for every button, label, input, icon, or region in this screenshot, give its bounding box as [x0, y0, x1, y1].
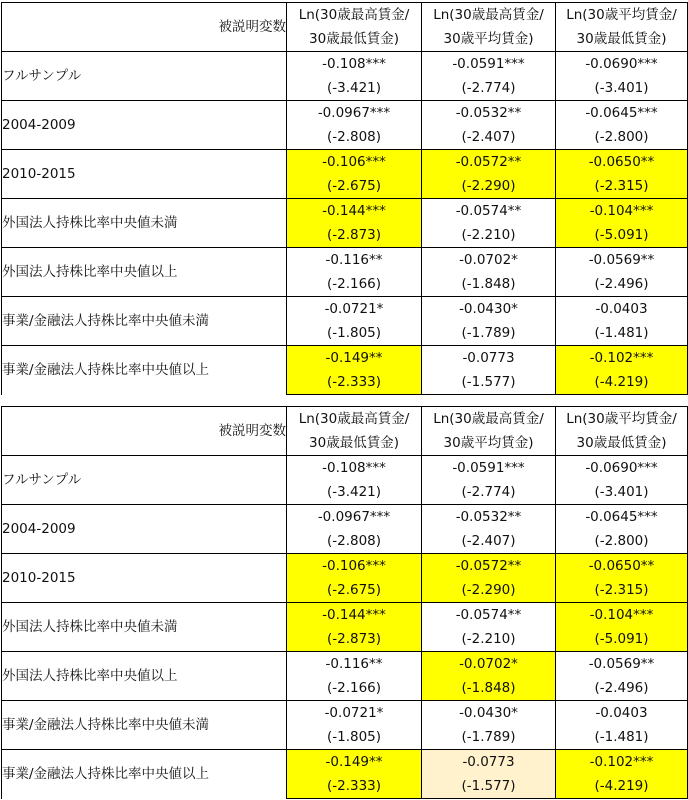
t-stat-cell: (-1.577)	[422, 774, 556, 799]
table-row	[2, 750, 688, 775]
column-header-col3: Ln(30歳平均賃金/	[556, 407, 688, 432]
column-header-col2: Ln(30歳最高賃金/	[422, 3, 556, 28]
row-label: 外国法人持株比率中央値未満	[2, 199, 287, 248]
t-stat-cell: (-1.789)	[422, 321, 556, 346]
table-row	[2, 248, 688, 273]
coefficient-cell: -0.102***	[556, 346, 688, 371]
column-header-col3: 30歳最低賃金)	[556, 431, 688, 456]
coefficient-cell: -0.0645***	[556, 101, 688, 126]
regression-table-1	[1, 2, 688, 395]
column-header-col1: Ln(30歳最高賃金/	[287, 3, 422, 28]
t-stat-cell: (-2.290)	[422, 578, 556, 603]
coefficient-cell: -0.104***	[556, 199, 688, 224]
t-stat-cell: (-1.805)	[287, 321, 422, 346]
row-label: 外国法人持株比率中央値以上	[2, 248, 287, 297]
regression-table-2	[1, 406, 688, 799]
table-row	[2, 297, 688, 322]
coefficient-cell: -0.0591***	[422, 52, 556, 77]
column-header-col3: Ln(30歳平均賃金/	[556, 3, 688, 28]
row-label: 2004-2009	[2, 505, 287, 554]
dependent-variable-label: 被説明変数	[2, 3, 287, 52]
row-label: 2010-2015	[2, 554, 287, 603]
coefficient-cell: -0.0574**	[422, 199, 556, 224]
t-stat-cell: (-2.496)	[556, 676, 688, 701]
coefficient-cell: -0.0773	[422, 346, 556, 371]
t-stat-cell: (-3.421)	[287, 76, 422, 101]
t-stat-cell: (-2.800)	[556, 125, 688, 150]
coefficient-cell: -0.0591***	[422, 456, 556, 481]
t-stat-cell: (-2.210)	[422, 627, 556, 652]
row-label: 事業/金融法人持株比率中央値未満	[2, 297, 287, 346]
row-label: フルサンプル	[2, 456, 287, 505]
coefficient-cell: -0.106***	[287, 150, 422, 175]
t-stat-cell: (-3.401)	[556, 76, 688, 101]
coefficient-cell: -0.0430*	[422, 297, 556, 322]
t-stat-cell: (-2.496)	[556, 272, 688, 297]
t-stat-cell: (-5.091)	[556, 627, 688, 652]
coefficient-cell: -0.0569**	[556, 248, 688, 273]
table-row	[2, 52, 688, 77]
table-row	[2, 456, 688, 481]
column-header-col3: 30歳最低賃金)	[556, 27, 688, 52]
t-stat-cell: (-2.800)	[556, 529, 688, 554]
coefficient-cell: -0.0702*	[422, 248, 556, 273]
coefficient-cell: -0.144***	[287, 199, 422, 224]
coefficient-cell: -0.0650**	[556, 554, 688, 579]
column-header-col1: Ln(30歳最高賃金/	[287, 407, 422, 432]
t-stat-cell: (-2.774)	[422, 480, 556, 505]
coefficient-cell: -0.0403	[556, 701, 688, 726]
coefficient-cell: -0.0532**	[422, 505, 556, 530]
coefficient-cell: -0.0690***	[556, 456, 688, 481]
t-stat-cell: (-2.873)	[287, 627, 422, 652]
coefficient-cell: -0.0403	[556, 297, 688, 322]
dependent-variable-label: 被説明変数	[2, 407, 287, 456]
coefficient-cell: -0.108***	[287, 52, 422, 77]
table-row	[2, 554, 688, 579]
t-stat-cell: (-1.481)	[556, 725, 688, 750]
t-stat-cell: (-2.210)	[422, 223, 556, 248]
t-stat-cell: (-2.407)	[422, 125, 556, 150]
t-stat-cell: (-2.315)	[556, 174, 688, 199]
row-label: 外国法人持株比率中央値未満	[2, 603, 287, 652]
row-label: 外国法人持株比率中央値以上	[2, 652, 287, 701]
column-header-col2: 30歳平均賃金)	[422, 431, 556, 456]
coefficient-cell: -0.0572**	[422, 150, 556, 175]
t-stat-cell: (-2.808)	[287, 529, 422, 554]
t-stat-cell: (-2.873)	[287, 223, 422, 248]
coefficient-cell: -0.0967***	[287, 505, 422, 530]
t-stat-cell: (-2.675)	[287, 174, 422, 199]
column-header-col1: 30歳最低賃金)	[287, 431, 422, 456]
row-label: 事業/金融法人持株比率中央値未満	[2, 701, 287, 750]
table-row	[2, 101, 688, 126]
column-header-col2: Ln(30歳最高賃金/	[422, 407, 556, 432]
table-row	[2, 346, 688, 371]
t-stat-cell: (-2.407)	[422, 529, 556, 554]
row-label: 2010-2015	[2, 150, 287, 199]
t-stat-cell: (-2.290)	[422, 174, 556, 199]
t-stat-cell: (-1.481)	[556, 321, 688, 346]
t-stat-cell: (-4.219)	[556, 774, 688, 799]
t-stat-cell: (-1.805)	[287, 725, 422, 750]
coefficient-cell: -0.0721*	[287, 297, 422, 322]
coefficient-cell: -0.0574**	[422, 603, 556, 628]
row-label: 事業/金融法人持株比率中央値以上	[2, 750, 287, 799]
coefficient-cell: -0.0690***	[556, 52, 688, 77]
coefficient-cell: -0.0569**	[556, 652, 688, 677]
coefficient-cell: -0.0721*	[287, 701, 422, 726]
table-row	[2, 701, 688, 726]
coefficient-cell: -0.106***	[287, 554, 422, 579]
t-stat-cell: (-3.421)	[287, 480, 422, 505]
coefficient-cell: -0.116**	[287, 652, 422, 677]
t-stat-cell: (-2.774)	[422, 76, 556, 101]
t-stat-cell: (-1.848)	[422, 676, 556, 701]
t-stat-cell: (-2.808)	[287, 125, 422, 150]
column-header-col1: 30歳最低賃金)	[287, 27, 422, 52]
t-stat-cell: (-1.577)	[422, 370, 556, 395]
coefficient-cell: -0.104***	[556, 603, 688, 628]
header-row	[2, 407, 688, 432]
coefficient-cell: -0.0645***	[556, 505, 688, 530]
t-stat-cell: (-4.219)	[556, 370, 688, 395]
coefficient-cell: -0.0650**	[556, 150, 688, 175]
t-stat-cell: (-2.333)	[287, 370, 422, 395]
table-row	[2, 505, 688, 530]
table-row	[2, 199, 688, 224]
coefficient-cell: -0.116**	[287, 248, 422, 273]
t-stat-cell: (-1.789)	[422, 725, 556, 750]
t-stat-cell: (-2.675)	[287, 578, 422, 603]
t-stat-cell: (-1.848)	[422, 272, 556, 297]
row-label: 事業/金融法人持株比率中央値以上	[2, 346, 287, 395]
table-row	[2, 652, 688, 677]
t-stat-cell: (-5.091)	[556, 223, 688, 248]
coefficient-cell: -0.144***	[287, 603, 422, 628]
t-stat-cell: (-2.315)	[556, 578, 688, 603]
coefficient-cell: -0.0773	[422, 750, 556, 775]
coefficient-cell: -0.0572**	[422, 554, 556, 579]
header-row	[2, 3, 688, 28]
table-row	[2, 150, 688, 175]
row-label: 2004-2009	[2, 101, 287, 150]
t-stat-cell: (-3.401)	[556, 480, 688, 505]
table-row	[2, 603, 688, 628]
column-header-col2: 30歳平均賃金)	[422, 27, 556, 52]
coefficient-cell: -0.0430*	[422, 701, 556, 726]
t-stat-cell: (-2.166)	[287, 272, 422, 297]
coefficient-cell: -0.149**	[287, 750, 422, 775]
coefficient-cell: -0.0532**	[422, 101, 556, 126]
coefficient-cell: -0.102***	[556, 750, 688, 775]
coefficient-cell: -0.149**	[287, 346, 422, 371]
t-stat-cell: (-2.166)	[287, 676, 422, 701]
coefficient-cell: -0.108***	[287, 456, 422, 481]
coefficient-cell: -0.0967***	[287, 101, 422, 126]
row-label: フルサンプル	[2, 52, 287, 101]
t-stat-cell: (-2.333)	[287, 774, 422, 799]
coefficient-cell: -0.0702*	[422, 652, 556, 677]
